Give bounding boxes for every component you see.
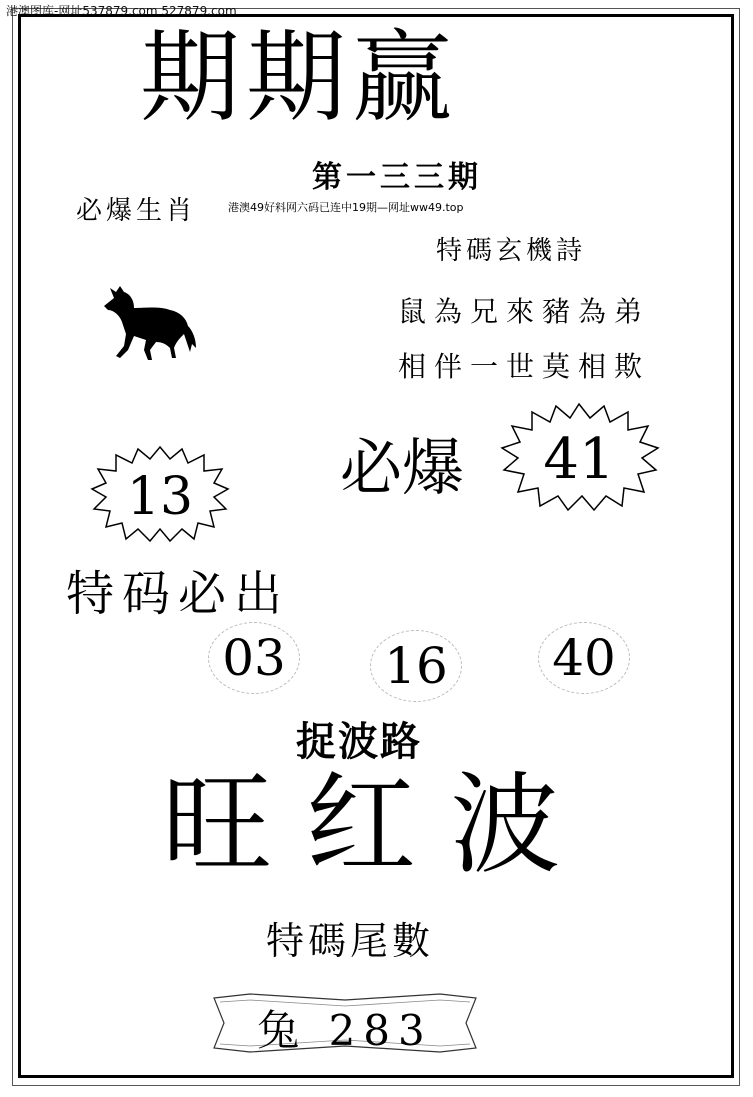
poem-line-1: 鼠為兄來豬為弟 bbox=[398, 295, 651, 328]
starburst-number: 13 bbox=[126, 467, 194, 527]
wave-value: 旺红波 bbox=[162, 761, 594, 889]
poem-title: 特碼玄機詩 bbox=[436, 236, 587, 266]
must-out-label: 特码必出 bbox=[66, 566, 291, 622]
must-explode-label: 必爆 bbox=[340, 431, 465, 504]
tail-label: 特碼尾數 bbox=[266, 919, 435, 963]
watermark-mid: 港澳49好料网六码已连中19期—网址ww49.top bbox=[228, 201, 464, 214]
issue-number: 第一三三期 bbox=[312, 160, 482, 195]
must-explode-starburst bbox=[498, 402, 660, 512]
must-out-number: 16 bbox=[370, 630, 462, 702]
tail-banner bbox=[210, 992, 480, 1054]
must-out-number: 40 bbox=[538, 622, 630, 694]
zodiac-label: 必爆生肖 bbox=[76, 196, 197, 226]
tail-value: 兔 283 bbox=[257, 1006, 433, 1055]
page-title: 期期赢 bbox=[140, 19, 458, 136]
must-out-number: 03 bbox=[208, 622, 300, 694]
poem-line-2: 相伴一世莫相欺 bbox=[398, 350, 651, 383]
wave-label: 捉波路 bbox=[296, 719, 422, 765]
must-explode-number: 41 bbox=[543, 427, 615, 492]
horse-icon bbox=[100, 278, 200, 363]
number-starburst bbox=[90, 445, 230, 545]
watermark-top: 港澳图库-网址537879.com 527879.com bbox=[6, 4, 237, 18]
